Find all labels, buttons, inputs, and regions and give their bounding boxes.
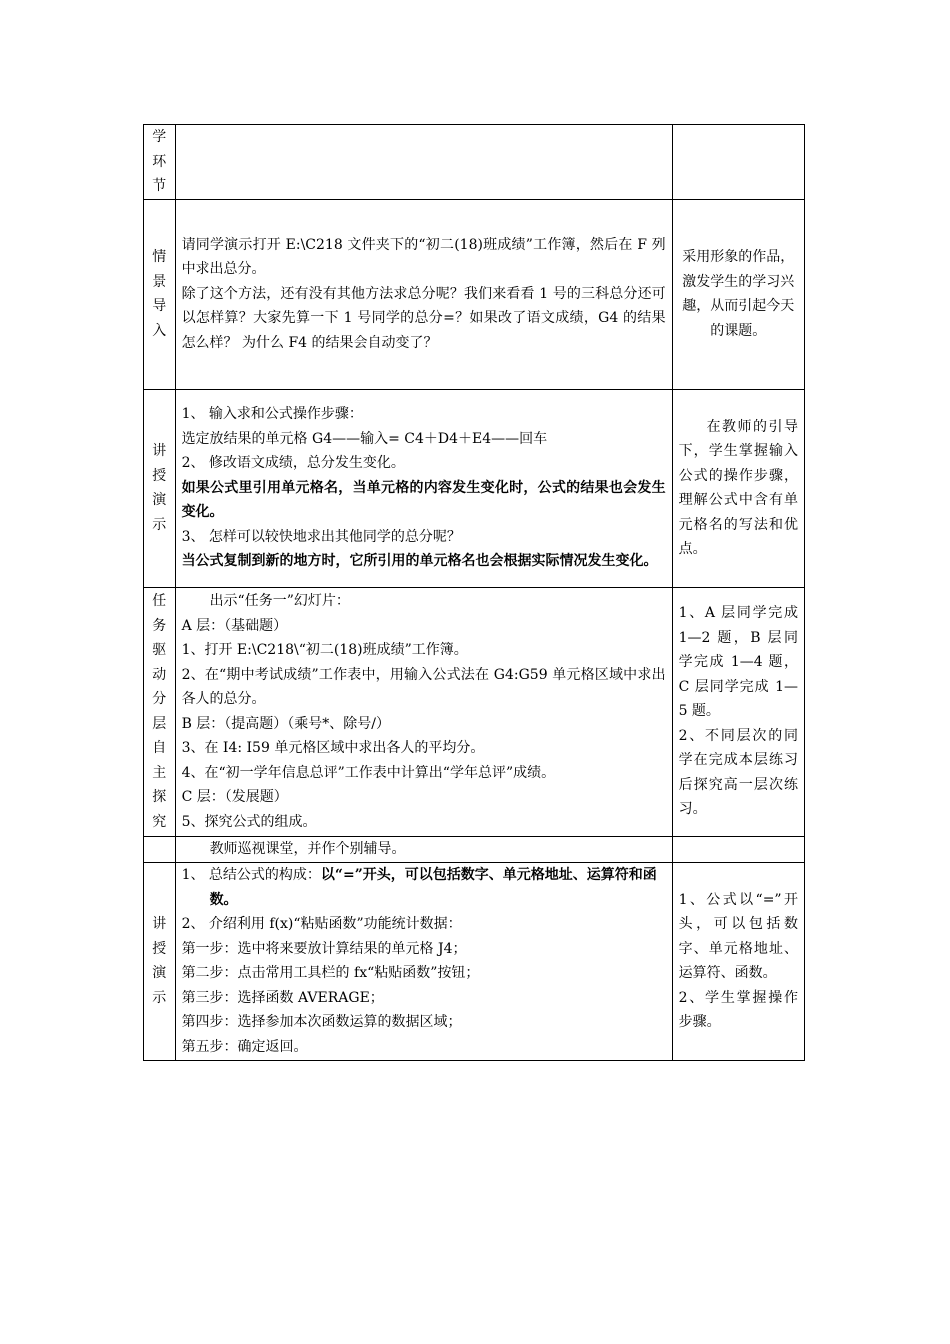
table-row — [144, 125, 805, 200]
note-text: 2、不同层次的同学在完成本层练习后探究高一层次练习。 — [678, 727, 798, 818]
label-char: 主 — [152, 764, 167, 781]
label-char: 节 — [152, 178, 167, 194]
content-line: 4、在“初一学年信息总评”工作表中计算出“学年总评”成绩。 — [181, 764, 556, 781]
note-text: 在教师的引导下，学生掌握输入公式的操作步骤，理解公式中含有单元格名的写法和优点。 — [678, 418, 798, 557]
content-line: A 层：（基础题） — [181, 617, 288, 634]
content-line-bold: 当公式复制到新的地方时，它所引用的单元格名也会根据实际情况发生变化。 — [181, 553, 658, 570]
note-cell — [672, 862, 804, 1060]
note-cell — [672, 587, 804, 836]
content-line: 第三步：选择函数 AVERAGE； — [181, 989, 384, 1006]
label-char: 讲 — [152, 443, 167, 459]
content-line: 2、在“期中考试成绩”工作表中，用输入公式法在 G4:G59 单元格区域中求出各人的总分。 — [181, 666, 666, 707]
content-line: 2、 介绍利用 f(x)“粘贴函数”功能统计数据： — [181, 916, 462, 932]
label-char: 演 — [152, 492, 167, 508]
label-char: 授 — [152, 467, 167, 484]
table-row — [144, 836, 805, 862]
table-body — [144, 125, 805, 1061]
table-row — [144, 389, 805, 587]
content-line: 第四步：选择参加本次函数运算的数据区域； — [181, 1014, 462, 1030]
content-cell — [175, 125, 672, 200]
label-char: 景 — [152, 273, 167, 290]
content-line: B 层：（提高题）（乘号*、除号/） — [181, 715, 391, 732]
label-char: 导 — [152, 298, 167, 314]
content-line: 第二步：点击常用工具栏的 fx“粘贴函数”按钮； — [181, 965, 480, 981]
content-cell — [175, 587, 672, 836]
content-line: 2、 修改语文成绩，总分发生变化。 — [181, 455, 405, 472]
content-cell — [175, 199, 672, 389]
table-row — [144, 199, 805, 389]
content-line-bold: 如果公式里引用单元格名，当单元格的内容发生变化时，公式的结果也会发生变化。 — [181, 479, 666, 521]
note-cell — [672, 836, 804, 862]
label-char: 演 — [152, 965, 167, 981]
label-char: 究 — [152, 813, 167, 830]
content-line: 出示“任务一”幻灯片： — [209, 593, 350, 609]
note-text: 2、学生掌握操作步骤。 — [678, 989, 798, 1030]
label-char: 驱 — [152, 642, 167, 658]
label-char: 动 — [152, 666, 167, 683]
content-line: 3、在 I4: I59 单元格区域中求出各人的平均分。 — [181, 740, 485, 756]
content-line: 请同学演示打开 E:\C218 文件夹下的“初二(18)班成绩”工作簿，然后在 F 列中求出总分。 — [181, 236, 666, 278]
content-cell — [175, 836, 672, 862]
content-line: 第五步：确定返回。 — [181, 1038, 308, 1055]
note-cell — [672, 389, 804, 587]
content-line: 5、探究公式的组成。 — [181, 813, 317, 830]
stage-label — [144, 836, 176, 862]
label-char: 探 — [152, 789, 167, 805]
note-text: 1、A 层同学完成 1—2 题，B 层同学完成 1—4 题，C 层同学完成 1—5 题。 — [678, 605, 798, 720]
label-char: 层 — [152, 715, 167, 732]
label-char: 务 — [152, 617, 167, 634]
label-char: 环 — [152, 153, 167, 170]
stage-label — [144, 587, 176, 836]
content-line: 除了这个方法，还有没有其他方法求总分呢？我们来看看 1 号的三科总分还可以怎样算？大家先算一下 1 号同学的总分=？如果改了语文成绩，G4 的结果怎么样？ 为什么 F4 的结果会自动变了？ — [181, 285, 666, 351]
content-cell — [175, 389, 672, 587]
content-line: 第一步：选中将来要放计算结果的单元格 J4； — [181, 940, 467, 957]
label-char: 分 — [152, 691, 167, 707]
content-line: 3、 怎样可以较快地求出其他同学的总分呢？ — [181, 528, 461, 545]
note-text: 1、公式以“=”开头，可以包括数字、单元格地址、运算符、函数。 — [678, 891, 798, 981]
content-line: 1、 输入求和公式操作步骤： — [181, 406, 363, 423]
summary-bold: 以“=”开头，可以包括数字、单元格地址、运算符和函数。 — [209, 867, 657, 908]
label-char: 情 — [152, 249, 167, 265]
stage-label — [144, 862, 176, 1060]
label-char: 示 — [152, 516, 167, 533]
content-line: 教师巡视课堂，并作个别辅导。 — [209, 840, 406, 857]
stage-label — [144, 199, 176, 389]
content-line: 选定放结果的单元格 G4——输入= C4＋D4＋E4——回车 — [181, 430, 548, 447]
table-row — [144, 862, 805, 1060]
table-row — [144, 587, 805, 836]
note-cell — [672, 125, 804, 200]
label-char: 自 — [152, 740, 167, 756]
label-char: 任 — [152, 593, 167, 609]
content-line — [182, 863, 666, 912]
note-cell — [672, 199, 804, 389]
content-line: 1、打开 E:\C218\“初二(18)班成绩”工作簿。 — [181, 642, 468, 658]
summary-lead: 1、 总结公式的构成： — [181, 867, 321, 883]
lesson-plan-table — [143, 124, 805, 1061]
label-char: 学 — [152, 129, 167, 145]
label-char: 入 — [152, 322, 167, 339]
label-char: 讲 — [152, 916, 167, 932]
content-cell — [175, 862, 672, 1060]
stage-label — [144, 389, 176, 587]
stage-label — [144, 125, 176, 200]
note-text: 采用形象的作品，激发学生的学习兴趣，从而引起今天的课题。 — [682, 249, 795, 339]
content-line: C 层：（发展题） — [181, 789, 288, 805]
label-char: 授 — [152, 940, 167, 957]
label-char: 示 — [152, 989, 167, 1006]
